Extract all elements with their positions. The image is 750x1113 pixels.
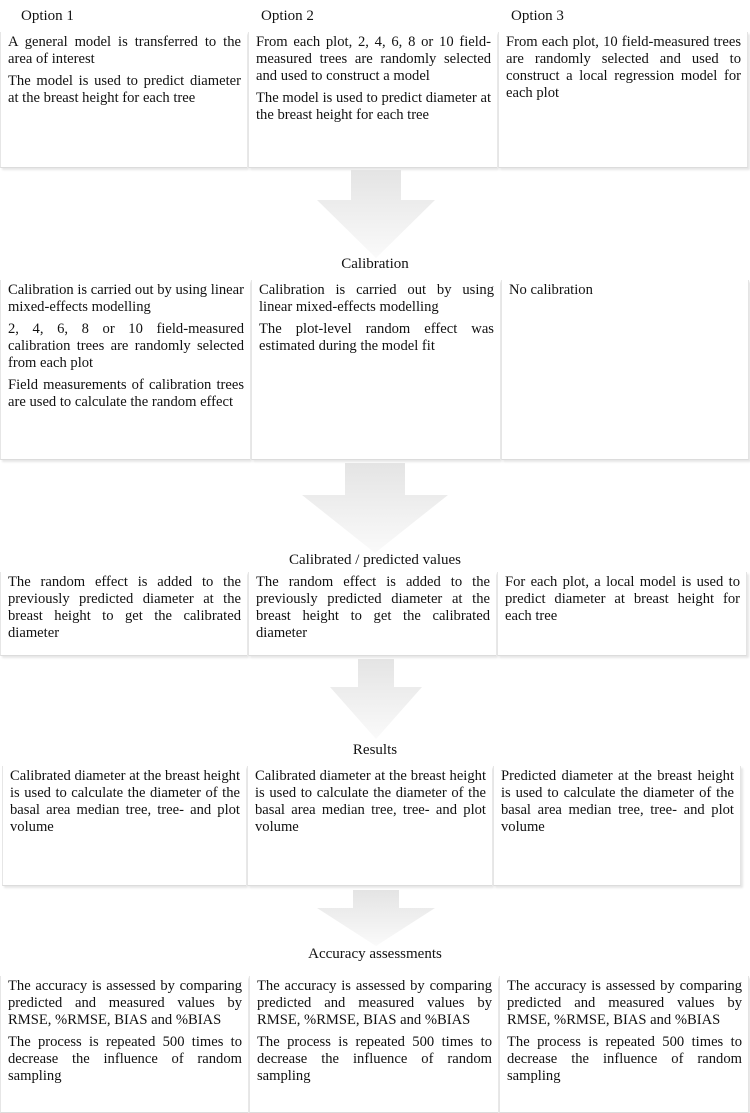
stage-label-calibration: Calibration: [341, 256, 409, 272]
text: Calibration is carried out by using linear mixed-effects modelling: [259, 282, 494, 315]
text: Calibration is carried out by using linear mixed-effects modelling: [8, 282, 244, 315]
text: The accuracy is assessed by comparing predicted and measured values by RMSE, %RMSE, BIAS and %BIAS: [507, 978, 742, 1028]
text: Field measurements of calibration trees are used to calculate the random effect: [8, 377, 244, 410]
option1-results-box: [2, 766, 246, 886]
option1-calibration-box: [0, 280, 250, 460]
text: The model is used to predict diameter at the breast height for each tree: [256, 90, 491, 123]
text: No calibration: [509, 282, 593, 298]
option1-accuracy-box: [0, 976, 248, 1113]
text: Calibrated diameter at the breast height is used to calculate the diameter of the basal area median tree, tree- and plot volume: [10, 768, 240, 835]
option2-model-box: [248, 32, 497, 168]
flow-arrow-3-icon: [328, 659, 424, 741]
text: 2, 4, 6, 8 or 10 field-measured calibration trees are randomly selected from each plot: [8, 321, 244, 371]
text: Calibrated diameter at the breast height is used to calculate the diameter of the basal area median tree, tree- and plot volume: [255, 768, 486, 835]
option2-accuracy-box: [249, 976, 498, 1113]
text: From each plot, 10 field-measured trees are randomly selected and used to construct a local regression model for each plot: [506, 34, 741, 101]
option3-values-box: [497, 572, 747, 656]
flow-arrow-2-icon: [300, 463, 450, 555]
header-option-1: Option 1: [21, 8, 74, 24]
text: The plot-level random effect was estimated during the model fit: [259, 321, 494, 354]
text: Predicted diameter at the breast height is used to calculate the diameter of the basal area median tree, tree- and plot volume: [501, 768, 734, 835]
text: The random effect is added to the previously predicted diameter at the breast height to get the calibrated diameter: [256, 574, 490, 641]
option2-results-box: [247, 766, 492, 886]
text: The process is repeated 500 times to decrease the influence of random sampling: [507, 1034, 742, 1084]
stage-label-results: Results: [352, 742, 398, 758]
option3-accuracy-box: [499, 976, 749, 1113]
text: The accuracy is assessed by comparing predicted and measured values by RMSE, %RMSE, BIAS and %BIAS: [8, 978, 242, 1028]
text: A general model is transferred to the area of interest: [8, 34, 241, 67]
header-option-3: Option 3: [511, 8, 564, 24]
text: The random effect is added to the previously predicted diameter at the breast height to get the calibrated diameter: [8, 574, 241, 641]
option2-calibration-box: [251, 280, 500, 460]
text: From each plot, 2, 4, 6, 8 or 10 field-measured trees are randomly selected and used to construct a model: [256, 34, 491, 84]
text: The process is repeated 500 times to decrease the influence of random sampling: [8, 1034, 242, 1084]
header-option-2: Option 2: [261, 8, 314, 24]
option1-model-box: [0, 32, 247, 168]
option3-results-box: [493, 766, 741, 886]
option1-values-box: [0, 572, 247, 656]
text: The model is used to predict diameter at the breast height for each tree: [8, 73, 241, 106]
text: The accuracy is assessed by comparing predicted and measured values by RMSE, %RMSE, BIAS and %BIAS: [257, 978, 492, 1028]
stage-label-accuracy: Accuracy assessments: [308, 946, 442, 962]
text: The process is repeated 500 times to decrease the influence of random sampling: [257, 1034, 492, 1084]
option2-values-box: [248, 572, 496, 656]
text: For each plot, a local model is used to predict diameter at breast height for each tree: [505, 574, 740, 624]
flow-arrow-1-icon: [315, 170, 437, 260]
flow-arrow-4-icon: [315, 890, 437, 948]
option3-model-box: [498, 32, 748, 168]
option3-calibration-box: [501, 280, 749, 460]
stage-label-calibrated-predicted: Calibrated / predicted values: [288, 552, 462, 568]
